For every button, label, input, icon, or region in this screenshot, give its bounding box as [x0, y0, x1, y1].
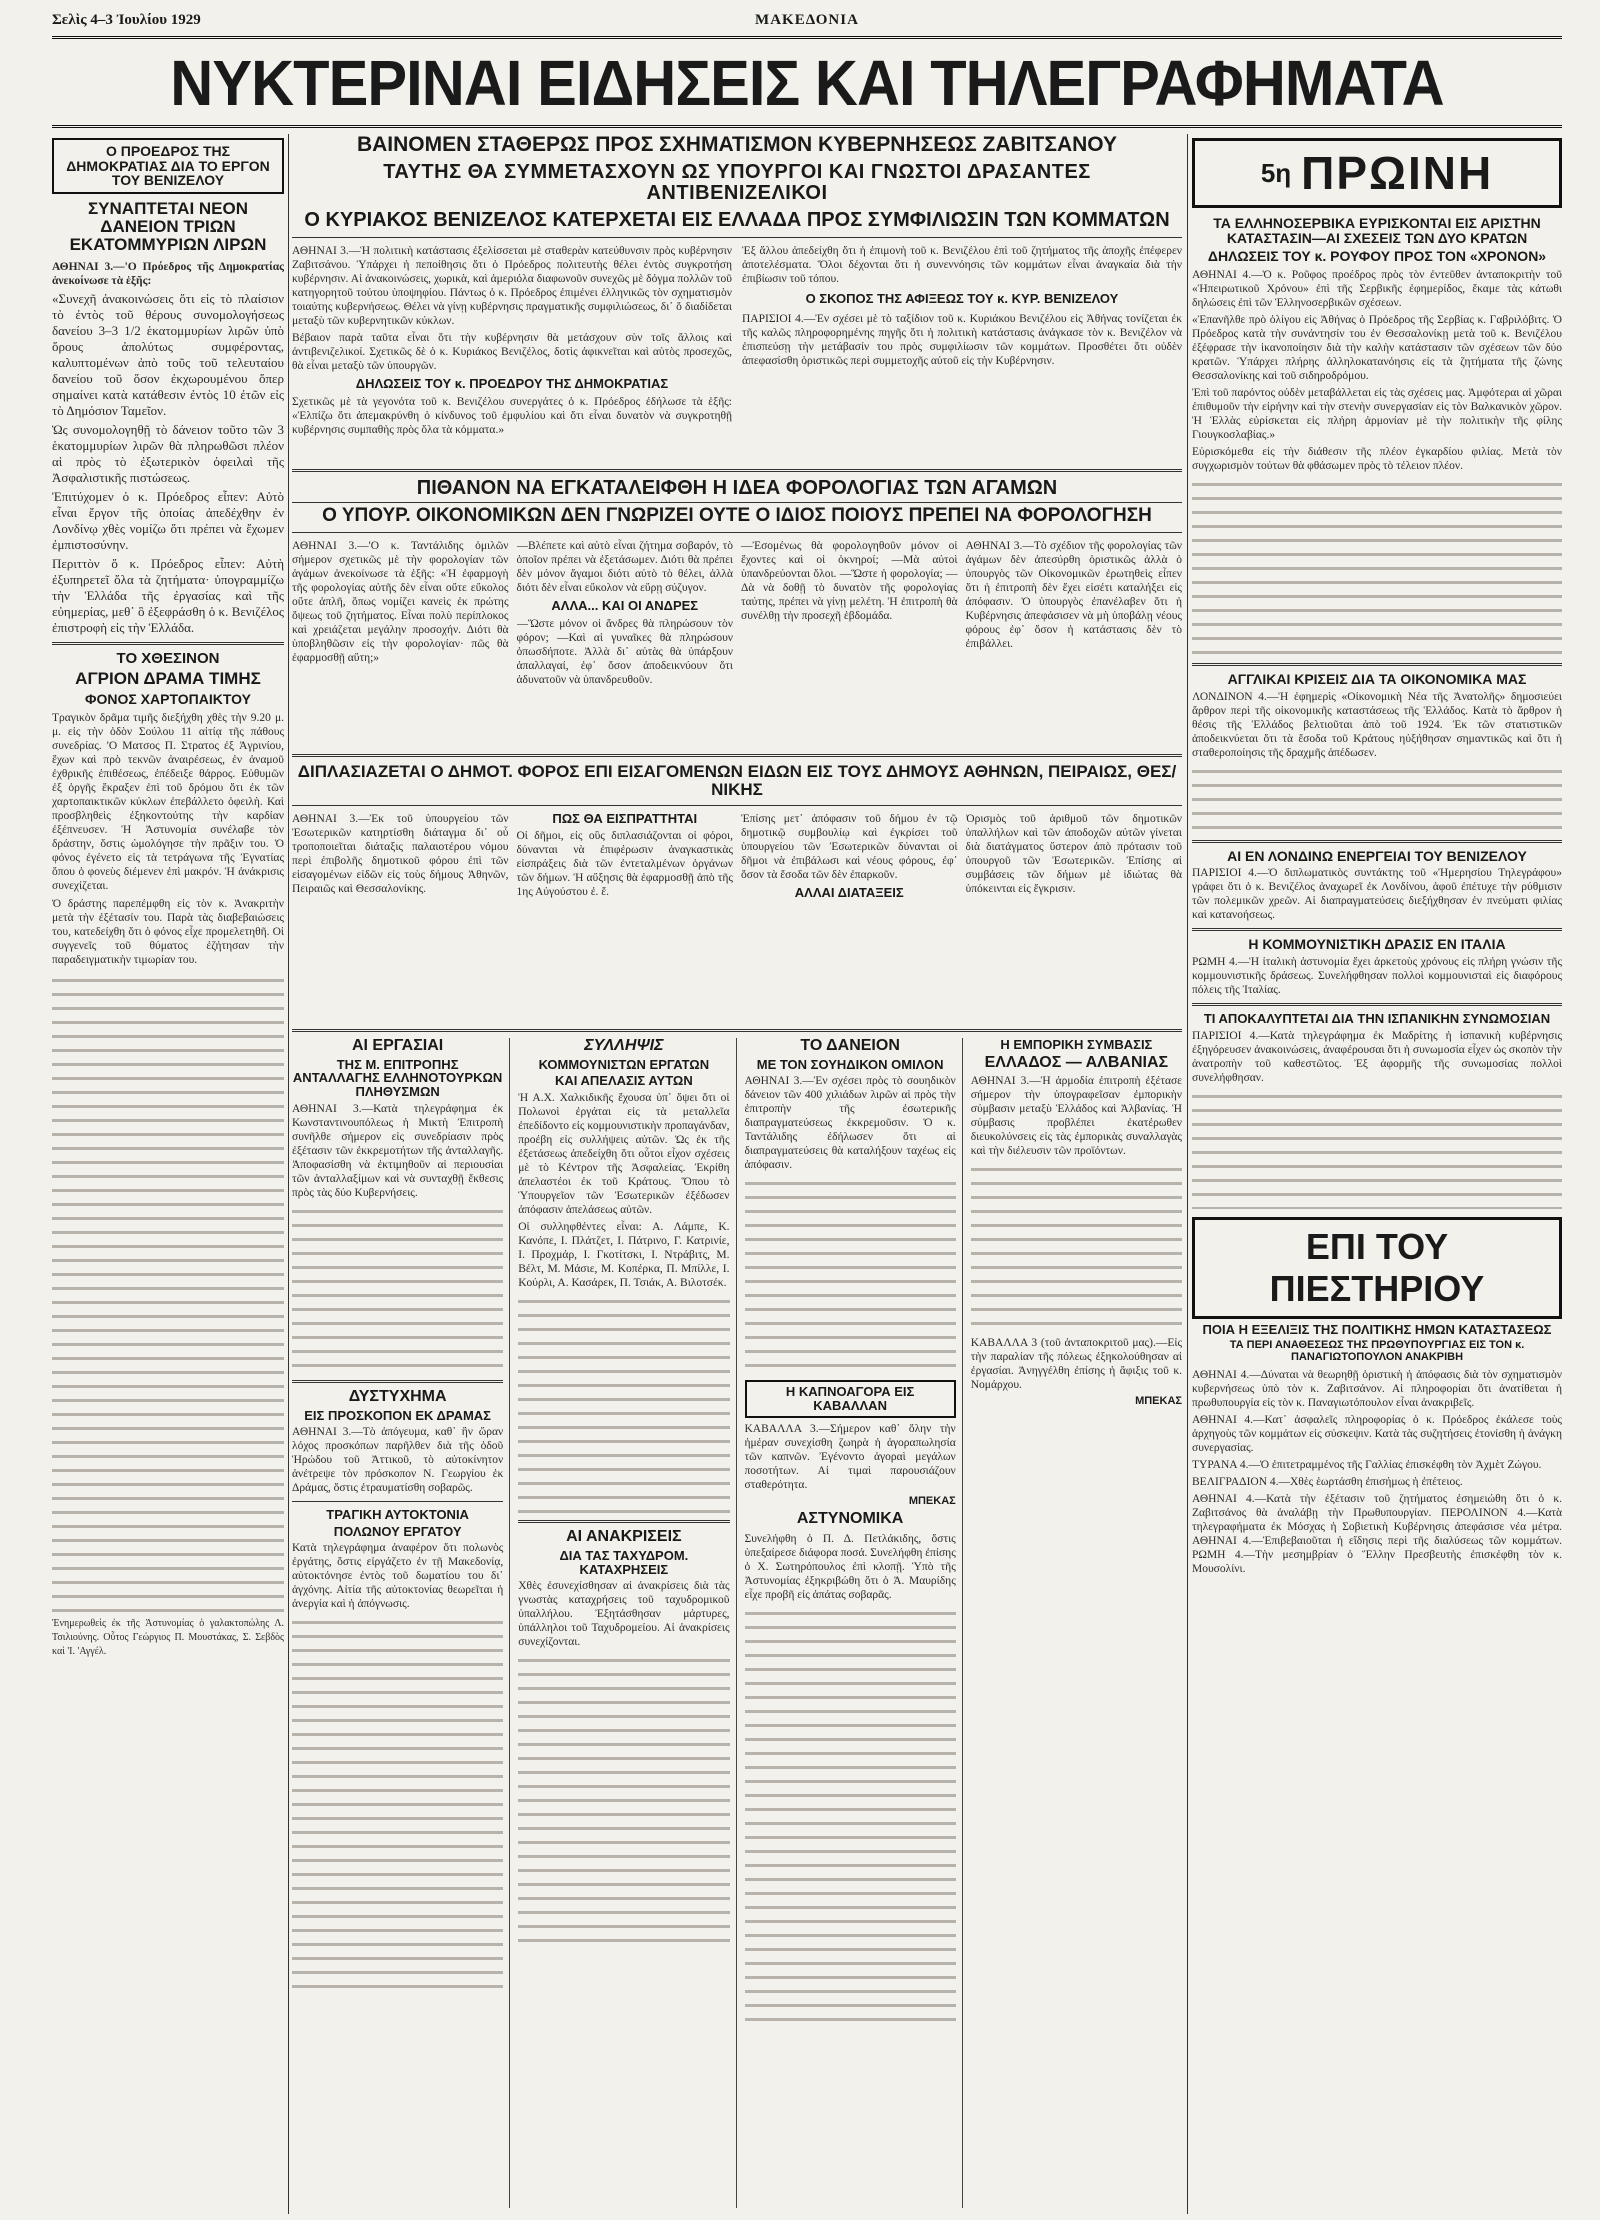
article-body: ΠΑΡΙΣΙΟΙ 4.—Κατὰ τηλεγράφημα ἐκ Μαδρίτης ἡ ἱσπανικὴ κυβέρνησις ἐξηγόρευσεν ἀνακοινώσεις, ἀναφέρουσαι ὅτι ἡ συνωμοσία εἶχεν ὡς σκοπὸν τὴν ἀνατροπὴν τοῦ καθεστῶτος. Ἐξ ἀφορμῆς τῆς συνωμοσίας πολλοὶ συνελήφθησαν.: [1192, 1029, 1562, 1084]
municipal-headline: ΔΙΠΛΑΣΙΑΖΕΤΑΙ Ο ΔΗΜΟΤ. ΦΟΡΟΣ ΕΠΙ ΕΙΣΑΓΟΜΕΝΩΝ ΕΙΔΩΝ ΕΙΣ ΤΟΥΣ ΔΗΜΟΥΣ ΑΘΗΝΩΝ, ΠΕΙΡΑΙΩΣ, ΘΕΣ/ΝΙΚΗΣ: [297, 762, 1177, 799]
text-column-filler: [518, 1294, 729, 1514]
edition-banner: [1192, 138, 1562, 208]
article-body: ΑΘΗΝΑΙ 4.—Δύναται νὰ θεωρηθῇ ὁριστικὴ ἡ ἀπόφασις διὰ τὸν σχηματισμὸν κυβερνήσεως ὑπὸ τὸν κ. Ζαβιτσάνον. Αἱ πληροφορίαι ὅτι ἀνατίθεται ἡ πρωθυπουργία εἰς τὸν κ. Παναγιωτόπουλον εἶναι ἀνακριβεῖς.: [1192, 1368, 1562, 1409]
article-body: Τραγικὸν δρᾶμα τιμῆς διεξήχθη χθὲς τὴν 9.20 μ. μ. εἰς τὴν ὁδὸν Σούλου 11 αἰτίᾳ τῆς πάθους συνεδρίας. 'Ο Ματσος Π. Στρατος ἐξ Ἀγρινίου, ἔχων καὶ πρὸ τεκνῶν ἀναιρέσεως, ἐν ἀναμοῦ ἐχθρικῆς ἐπιθέσεως, ἐπέδειξε θάρρος. Εὐθυμῶν ἐξ ὀργῆς ἔκραξεν ἐπὶ τοῦ δρόμου ὅτι ἐκ τῶν χαρτοπαικτικῶν κύκλων ἐπεβάλλετο ὀφειλὴ. Καὶ προσβληθεὶς ἐξηκοντούτης τὴν καρδίαν ἐξέπνευσεν. Ἡ Ἀστυνομία συνέλαβε τὸν δράστην, ὅστις ὡμολόγησε τὴν πρᾶξιν του. Ὁ φόνος ἐγένετο εἰς τὰ τετράγωνα τῆς Ἐγνατίας ὅπου ὁ φονεὺς διέμενεν ἐπὶ μακρόν. Ἡ ἀνάκρισις συνεχίζεται.: [52, 711, 284, 892]
article-body: Σχετικῶς μὲ τὰ γεγονότα τοῦ κ. Βενιζέλου συνεργάτες ὁ κ. Πρόεδρος ἐδήλωσε τὰ ἑξῆς: «Ἐλπίζω ὅτι ἀπεμακρύνθη ὁ κίνδυνος τοῦ ἐμφυλίου καὶ ὅτι εἶναι δυνατὸν νὰ συγκροτηθῇ κυβέρνησις συμπαθὴς πρὸς ὅλα τὰ κόμματα.»: [292, 395, 732, 436]
lead-story: [292, 134, 1182, 464]
article-body: Ἐπὶ τοῦ παρόντος οὐδὲν μεταβάλλεται εἰς τὰς σχέσεις μας. Ἀμφότεραι αἱ χῶραι ἐπιθυμοῦν τὴν εἰρήνην καὶ τὴν στενὴν συνεργασίαν εἰς τὸν Βαλκανικὸν χῶρον. Ἡ Ἑλλὰς εὐρίσκεται εἰς πλήρη ἀρμονίαν μὲ τὴν πολιτικὴν τῆς φίλης Γιουγκοσλαβίας.»: [1192, 387, 1562, 442]
rufos-headline: ΔΗΛΩΣΕΙΣ ΤΟΥ κ. ΡΟΥΦΟΥ ΠΡΟΣ ΤΟΝ «ΧΡΟΝΟΝ»: [1207, 248, 1547, 265]
headline-accident-sub: ΕΙΣ ΠΡΟΣΚΟΠΟΝ ΕΚ ΔΡΑΜΑΣ: [304, 1407, 491, 1423]
article-body: —Βλέπετε καὶ αὐτὸ εἶναι ζήτημα σοβαρόν, τὸ ὁποῖον πρέπει νὰ ἐξετάσωμεν. Διότι θὰ πρέπει δὲν μόνον ἄγαμοι διότι αὐτὸ τὸ θέλει, ἀλλὰ διότι δὲν εἶναι εὔκολον νὰ εὕρῃ σύζυγον.: [516, 539, 733, 594]
article-body: «Συνεχῆ ἀνακοινώσεις ὅτι εἰς τὸ πλαίσιον τὸ ἐντὸς τοῦ θέρους συνομολογήσεως δανείου 3–3 1/2 ἑκατομμυρίων λιρῶν ὑπὸ ὅρους ἀπολύτως συμφέροντας, καλυπτομένων ἀπὸ τοῦς τοῦ τελευταίου δανείου τοῦ ὅσον ἐκχωρουμένου ὅπερ σημαίνει κατὰ κατάθεσιν ἐντὸς 10 ἐτῶν εἰς τὸ Δημόσιον Ταμεῖον.: [52, 290, 284, 418]
article-body: «Ἐπανῆλθε πρὸ ὀλίγου εἰς Ἀθήνας ὁ Πρόεδρος τῆς Σερβίας κ. Γαβριλόβιτς. Ὁ Πρόεδρος κατὰ τὴν συνάντησίν του ἐν Θεσσαλονίκῃ μετὰ τοῦ κ. Βενιζέλου ἐξέφρασε τὴν ἱκανοποίησιν διὰ τὴν καλὴν κατάστασιν τῶν σχέσεων τῶν δύο κρατῶν. Ὑπάρχει πλήρης ἀλληλοκατανόησις εἰς τὰ ζητήματα τῆς ζώνης Θεσσαλονίκης καὶ τοῦ σιδηροδρόμου.: [1192, 314, 1562, 383]
press-banner: [1192, 1217, 1562, 1319]
headline-suicide: ΤΡΑΓΙΚΗ ΑΥΤΟΚΤΟΝΙΑ: [326, 1507, 469, 1523]
article-body: —Ἐσομένως θὰ φορολογηθοῦν μόνον οἱ ἔχοντες καὶ οἱ ὀκνηροί; —Μὰ αὐτοὶ ὑπανδρεύονται ὅλοι. —Ὥστε ἡ φορολογία; —Δὰ νὰ δοθῇ τὸ δυνατὸν τῆς φορολογίας ταύτης, πρέπει νὰ γίνῃ μελέτη. Ἡ ἐπιτροπὴ θὰ συνέλθῃ τὴν προσεχῆ ἑβδομάδα.: [741, 539, 958, 622]
text-column-filler: [1192, 764, 1562, 834]
headline-tobacco: Η ΚΑΠΝΟΑΓΟΡΑ ΕΙΣ ΚΑΒΑΛΛΑΝ: [785, 1384, 915, 1414]
column-divider: [288, 134, 289, 2214]
paper-name: ΜΑΚΕΔΟΝΙΑ: [755, 12, 859, 28]
article-body: Ἐξ ἄλλου ἀπεδείχθη ὅτι ἡ ἐπιμονὴ τοῦ κ. Βενιζέλου ἐπὶ τοῦ ζητήματος τῆς ἀποχῆς ἐπέφερεν ἀποτελέσματα. Ὅλοι δέχονται ὅτι ἡ συνεννόησις τῶν κομμάτων εἶναι ἀναγκαία διὰ τὴν ἐπιβίωσιν τοῦ τόπου.: [742, 245, 1182, 286]
headline-accident: ΔΥΣΤΥΧΗΜΑ: [348, 1387, 447, 1405]
headline-inquiries: ΑΙ ΑΝΑΚΡΙΣΕΙΣ: [566, 1528, 682, 1546]
article-body: Ὁ δράστης παρεπέμφθη εἰς τὸν κ. Ἀνακριτὴν μετὰ τὴν ἐξέτασίν του. Παρὰ τὰς διαβεβαιώσεις του, κατεδείχθη ὅτι ὁ φόνος εἶχε προμελετηθῆ. Οἱ συγγενεῖς τοῦ θύματος ἐζήτησαν τὴν παραδειγματικὴν τιμωρίαν του.: [52, 897, 284, 966]
text-column-filler: [971, 1162, 1182, 1332]
masthead-title: ΝΥΚΤΕΡΙΝΑΙ ΕΙΔΗΣΕΙΣ ΚΑΙ ΤΗΛΕΓΡΑΦΗΜΑΤΑ: [170, 47, 1444, 119]
text-column-filler: [745, 1176, 956, 1376]
article-body: ΑΘΗΝΑΙ 3.—Ἐν σχέσει πρὸς τὸ σουηδικὸν δάνειον τῶν 400 χιλιάδων λιρῶν αἱ πρὸς τὴν ἐπιτροπὴν τῆς ἐσωτερικῆς διαπραγματεύσεως ἐκκρεμοῦσιν. Ὁ κ. Ταντάλιδης ἐδήλωσεν ὅτι αἱ διαπραγματεύσεις θὰ καταλήξουν ταχέως εἰς ἀπόφασιν.: [744, 1075, 956, 1172]
article-body: Οἱ δῆμοι, εἰς οὓς διπλασιάζονται οἱ φόροι, δύνανται νὰ ἐπιφέρωσιν ἀναγκαστικὰς εἰσπράξεις διὰ τῶν ἐντεταλμένων ὀργάνων τῶν δήμων. Ἡ αὔξησις θὰ ἐφαρμοσθῇ ἀπὸ τῆς 1ης Αὐγούστου ἐ. ἔ.: [516, 830, 733, 899]
article-body: Εὐρισκόμεθα εἰς τὴν διάθεσιν τῆς πλέον ἐγκαρδίου φιλίας. Μετὰ τὸν συγχωρισμὸν τούτων θὰ φθάσωμεν πρὸς τὸ τέλειον πλέον.: [1192, 446, 1562, 473]
left-column: [52, 134, 284, 2214]
article-body: ΛΟΝΔΙΝΟΝ 4.—Ἡ ἐφημερὶς «Οἰκονομικὴ Νέα τῆς Ἀνατολῆς» δημοσιεύει ἄρθρον περὶ τῆς οἰκονομικῆς καταστάσεως τῆς Ἑλλάδος. Κατὰ τὸ ἄρθρον ἡ θέσις τῆς Ἑλλάδος βελτιοῦται ἀπὸ τοῦ 1924. Ἐκ τῶν στατιστικῶν ἀποδεικνύεται ὅτι τὰ ἔσοδα τοῦ Κράτους ηὐξήθησαν σημαντικῶς καὶ ὅτι ἡ σταθεροποίησις τῆς δραχμῆς ἀπέδωσεν.: [1192, 690, 1562, 759]
headline-president: Ο ΠΡΟΕΔΡΟΣ ΤΗΣ ΔΗΜΟΚΡΑΤΙΑΣ ΔΙΑ ΤΟ ΕΡΓΟΝ ΤΟΥ ΒΕΝΙΖΕΛΟΥ: [66, 143, 270, 189]
headline-albania: ΕΛΛΑΔΟΣ — ΑΛΒΑΝΙΑΣ: [984, 1053, 1169, 1071]
article-body: ΠΑΡΙΣΙΟΙ 4.—Ὁ διπλωματικὸς συντάκτης τοῦ «Ἡμερησίου Τηλεγράφου» γράφει ὅτι ὁ κ. Βενιζέλος ἀναχωρεῖ ἐκ Λονδίνου, ἀφοῦ ἐπέτυχε τὴν ρύθμισιν τῶν πολεμικῶν χρεῶν. Αἱ διαπραγματεύσεις διεξήχθησαν ἐν πνεύματι φιλίας καὶ κατανοήσεως.: [1192, 867, 1562, 922]
subheading: ΔΗΛΩΣΕΙΣ ΤΟΥ κ. ΠΡΟΕΔΡΟΥ ΤΗΣ ΔΗΜΟΚΡΑΤΙΑΣ: [355, 376, 669, 392]
italy-headline: Η ΚΟΜΜΟΥΝΙΣΤΙΚΗ ΔΡΑΣΙΣ ΕΝ ΙΤΑΛΙΑ: [1248, 936, 1506, 953]
spain-headline: ΤΙ ΑΠΟΚΑΛΥΠΤΕΤΑΙ ΔΙΑ ΤΗΝ ΙΣΠΑΝΙΚΗΝ ΣΥΝΩΜΟΣΙΑΝ: [1203, 1011, 1551, 1027]
edition-word: ΠΡΩΙΝΗ: [1301, 147, 1494, 199]
headline-communists: ΚΟΜΜΟΥΝΙΣΤΩΝ ΕΡΓΑΤΩΝ: [538, 1056, 710, 1072]
greek-serbian-headline: ΤΑ ΕΛΛΗΝΟΣΕΡΒΙΚΑ ΕΥΡΙΣΚΟΝΤΑΙ ΕΙΣ ΑΡΙΣΤΗΝ ΚΑΤΑΣΤΑΣΙΝ—ΑΙ ΣΧΕΣΕΙΣ ΤΩΝ ΔΥΟ ΚΡΑΤΩΝ: [1213, 215, 1541, 246]
lead-headline-1: ΒΑΙΝΟΜΕΝ ΣΤΑΘΕΡΩΣ ΠΡΟΣ ΣΧΗΜΑΤΙΣΜΟΝ ΚΥΒΕΡΝΗΣΕΩΣ ΖΑΒΙΤΣΑΝΟΥ: [356, 134, 1118, 156]
columns: [52, 134, 1562, 2214]
article-body: Χθὲς ἐσυνεχίσθησαν αἱ ἀνακρίσεις διὰ τὰς γνωστὰς καταχρήσεις τοῦ ταχυδρομικοῦ ὑπαλλήλου. Ἐξητάσθησαν μάρτυρες, ὑπάλληλοι τοῦ Ταχυδρομείου. Αἱ ἀνακρίσεις συνεχίζονται.: [518, 1580, 730, 1649]
article-body: ΑΘΗΝΑΙ 3.—Ἡ ἀρμοδία ἐπιτροπὴ ἐξέτασε σήμερον τὴν ὑπογραφεῖσαν ἐμπορικὴν σύμβασιν μεταξὺ Ἑλλάδος καὶ Ἀλβανίας. Ἡ σύμβασις προβλέπει ἐκατέρωθεν διευκολύνσεις εἰς τὰς ἐμπορικὰς συναλλαγὰς καὶ τὴν διέλευσιν τῶν προϊόντων.: [970, 1075, 1182, 1158]
article-body: Περιττὸν ὅ κ. Πρόεδρος εἶπεν: Αὐτὴ ἐξυπηρετεῖ ὅλα τὰ ζητήματα· ὑπογραμμίζω τὴν Ἑλλάδα τῆς ἐργασίας καὶ τῆς εὐημερίας, μεθ᾽ ὃ ἐξεφράσθη ὁ κ. Βενιζέλος ἐπιστροφὴ εἰς τὴν Ἑλλάδα.: [52, 555, 284, 635]
article-body: ΒΕΛΙΓΡΑΔΙΟΝ 4.—Χθὲς ἑωρτάσθη ἐπισήμως ἡ ἐπέτειος.: [1192, 1475, 1463, 1488]
article-body: Ἡ Α.Χ. Χαλκιδικῆς ἔχουσα ὑπ᾽ ὄψει ὅτι οἱ Πολωνοὶ ἐργάται εἰς τὰ μεταλλεῖα ἐπεδίδοντο εἰς κομμουνιστικὴν προπαγάνδαν, προέβη εἰς συλλήψεις αὐτῶν. Ὡς ἐκ τῆς ἐξετάσεως ἀπεδείχθη ὅτι οὗτοι εἶχον σχέσεις μὲ τὸ Κέντρον τῆς Ἀσφαλείας. Ἐκρίθη ἀπελαστέοι ἐκ τοῦ Κράτους. Ὅπου τὸ Ὑπουργεῖον τῶν Ἐσωτερικῶν ἐξέδωσεν ἀπόφασιν ἀπελάσεως αὐτῶν.: [518, 1092, 730, 1217]
article-body: Βέβαιον παρὰ ταῦτα εἶναι ὅτι τὴν κυβέρνησιν θὰ μετάσχουν σὺν τοῖς ἄλλοις καὶ ἀντιβενιζελικοί. Σχετικῶς δὲ ὁ κ. Κυριάκος Βενιζέλος, δοτὶς ἀφικνεῖται καὶ αὐτὸς προσεχῶς, θὰ εἶναι μεταξὺ τῶν ὑπουργῶν.: [292, 332, 732, 373]
text-column-filler: [292, 1615, 503, 1995]
right-column: [1192, 134, 1562, 2214]
article-body: ΑΘΗΝΑΙ 3.—Τὸ σχέδιον τῆς φορολογίας τῶν ἀγάμων δὲν ἀπεσύρθη ὁριστικῶς ἀλλὰ ὁ ὑπουργὸς τῶν Οἰκονομικῶν ἐρωτηθεὶς εἶπεν ὅτι ἡ ἐπιτροπὴ δὲν ἔχει εἰσέτι καταλήξει εἰς ἀπόφασιν. Ὁ ὑπουργὸς ἐπανέλαβεν ὅτι ἡ Κυβέρνησις ἀπεφάσισεν νὰ μὴ ὑποβάλῃ νέους φόρους ἐφ᾽ ὅσον ἡ κατάστασις δὲν τὸ ἐπιβάλλει.: [965, 539, 1182, 650]
article-body: Ἐπίσης μετ᾽ ἀπόφασιν τοῦ δήμου ἐν τῷ δημοτικῷ συμβουλίῳ καὶ ἐγκρίσει τοῦ ὑπουργείου τῶν Ἐσωτερικῶν δύνανται οἱ δῆμοι νὰ ἐπιβάλωσι καὶ νέους φόρους, ἐφ᾽ ὅσον τὰ ἔσοδα τῶν δὲν ἐπαρκοῦν.: [741, 812, 958, 881]
uk-headline: ΑΓΓΛΙΚΑΙ ΚΡΙΣΕΙΣ ΔΙΑ ΤΑ ΟΙΚΟΝΟΜΙΚΑ ΜΑΣ: [1227, 671, 1527, 688]
press-subheadline: ΠΟΙΑ Η ΕΞΕΛΙΞΙΣ ΤΗΣ ΠΟΛΙΤΙΚΗΣ ΗΜΩΝ ΚΑΤΑΣΤΑΣΕΩΣ: [1202, 1321, 1552, 1337]
article-body: ΑΘΗΝΑΙ 3.—Ἡ πολιτικὴ κατάστασις ἐξελίσσεται μὲ σταθερὰν κατεύθυνσιν πρὸς κυβέρνησιν Ζαβιτσάνου. Ὑπάρχει ἡ πεποίθησις ὅτι ὁ Πρόεδρος πολιτευτὴς θέλει ἐντὸς συγκροτήση κυβέρνησιν. Αἱ ἀνακοινώσεις, χωρικὰ, καὶ ἀμεριόλα διαφωνοῦν συνεχῶς μὲ δόγμα πολλῶν τοῦ κατηγορητοῦ τούτου ὑποψηφίου. Πάντως ὁ κ. Πρόεδρος ἐπιμένει ἐλληνικῶς τὸν σχηματισμὸν τοιαύτης κυβερνήσεως. Θέλει νὰ γίνῃ κυβέρνησις πραγματικῆς συμφιλιώσεως, δι᾽ ὅ διαδίδεται μεταξὺ τῶν κυβερνητικῶν κύκλων.: [292, 245, 732, 328]
tax-headline-1: ΠΙΘΑΝΟΝ ΝΑ ΕΓΚΑΤΑΛΕΙΦΘΗ Η ΙΔΕΑ ΦΟΡΟΛΟΓΙΑΣ ΤΩΝ ΑΓΑΜΩΝ: [416, 477, 1058, 499]
article-body: ΠΑΡΙΣΙΟΙ 4.—Ἐν σχέσει μὲ τὸ ταξίδιον τοῦ κ. Κυριάκου Βενιζέλου εἰς Ἀθήνας τονίζεται ἐκ τῆς καλῶς πληροφορημένης πηγῆς ὅτι ἡ πολιτικὴ κατάστασις ἀνάγκασε τὸν κ. Βενιζέλον νὰ ἐπισπεύσῃ τὴν μετάβασίν του πρὸς συμφιλίωσιν τῶν κομμάτων. Προσθέτει ὅτι οὐδὲν ἀπεφασίσθη ὁριστικῶς περὶ συμμετοχῆς αὐτοῦ εἰς τὴν Κυβέρνησιν.: [742, 312, 1182, 367]
headline-expulsion: ΚΑΙ ΑΠΕΛΑΣΙΣ ΑΥΤΩΝ: [554, 1073, 693, 1089]
article-body: Ἐπιτύχομεν ὁ κ. Πρόεδρος εἶπεν: Αὐτὸ εἶναι ἔργον τῆς ὁποίας ἀπεδέχθην ἐν Λονδίνῳ χθὲς νομίζω ὅτι πρέπει νὰ ἔχωμεν ἐμπιστοσύνην.: [52, 488, 284, 552]
text-column-filler: [518, 1653, 729, 1953]
article-body: —Ὥστε μόνον οἱ ἄνδρες θὰ πληρώσουν τὸν φόρον; —Καὶ αἱ γυναῖκες θὰ πληρώσουν ὁπωσδήποτε. Ἀλλὰ δι᾽ αὐτὰς θὰ ὑπάρξουν ἀπαλλαγαί, ἐφ᾽ ὅσον ἀποδεικνύουν ὅτι ἀδυνατοῦν νὰ ὑπανδρευθοῦν.: [516, 617, 733, 686]
headline-police: ΑΣΤΥΝΟΜΙΚΑ: [796, 1509, 904, 1527]
venizelos-london-headline: ΑΙ ΕΝ ΛΟΝΔΙΝΩ ΕΝΕΡΓΕΙΑΙ ΤΟΥ ΒΕΝΙΖΕΛΟΥ: [1227, 847, 1527, 864]
article-body: Ὡς συνομολογηθῇ τὸ δάνειον τοῦτο τῶν 3 ἑκατομμυρίων λιρῶν θὰ πληρωθῶσι πλέον αἱ πρὸς τὸ ἐξωτερικὸν ὀφειλαὶ τῆς Ἀσφαλιστικῆς πιστώσεως.: [52, 421, 284, 485]
text-column-filler: [1192, 1089, 1562, 1209]
text-column-filler: [52, 973, 284, 1613]
middle-column: [292, 134, 1182, 2214]
article-body: ΑΘΗΝΑΙ 4.—Ὁ κ. Ροῦφος προέδρος πρὸς τὸν ἐντεῦθεν ἀνταποκριτὴν τοῦ «Ἡπειρωτικοῦ Χρόνου» ἐπὶ τῆς Σερβικῆς ἐφημερίδος, ἔκαμε τὰς κάτωθι δηλώσεις ἐπὶ τῶν Ἑλληνοσερβικῶν σχέσεων.: [1192, 269, 1562, 310]
headline-swedish: ΜΕ ΤΟΝ ΣΟΥΗΔΙΚΟΝ ΟΜΙΛΟΝ: [756, 1056, 944, 1072]
masthead: [52, 36, 1562, 128]
article-body: Συνελήφθη ὁ Π. Δ. Πετλάκιδης, ὅστις ὑπεξαίρεσε διάφορα ποσά. Συνελήφθη ἐπίσης ὁ Χ. Σωτηρόπουλος ἐπὶ κλοπῇ. Ὑπὸ τῆς Ἀστυνομίας ἐξηκριβώθη ὅτι ὁ Ἀ. Μαυρίδης εἶχε προβῆ εἰς ἀπάτας σοβαρᾶς.: [744, 1532, 956, 1601]
subheading: ΑΛΛΑ... ΚΑΙ ΟΙ ΑΝΔΡΕΣ: [551, 597, 699, 613]
article-body: ΑΘΗΝΑΙ 3.—Τὸ ἀπόγευμα, καθ᾽ ἣν ὥραν λόχος προσκόπων παρῆλθεν διὰ τῆς ὁδοῦ Ἡρώδου τοῦ Ἀττικοῦ, τὸ αὐτοκίνητον ἀνέτρεψε τὸν πρόσκοπον Ν. Γεωργίου ἐκ Δράμας, ὅστις ἐτραυματίσθη σοβαρῶς.: [292, 1426, 504, 1495]
headline-yesterday: ΤΟ ΧΘΕΣΙΝΟΝ: [116, 649, 220, 667]
signature: ΜΠΕΚΑΣ: [908, 1494, 956, 1507]
article-body: ΑΘΗΝΑΙ 4.—Κατ᾽ ἀσφαλεῖς πληροφορίας ὁ κ. Πρόεδρος ἐκάλεσε τοὺς ἀρχηγοὺς τῶν κομμάτων εἰς σύσκεψιν. Κατὰ τὰς συζητήσεις ἐτονίσθη ἡ ἀνάγκη συνεργασίας.: [1192, 1413, 1562, 1454]
headline-labor: ΑΙ ΕΡΓΑΣΙΑΙ: [351, 1038, 444, 1054]
subheading: ΠΩΣ ΘΑ ΕΙΣΠΡΑΤΤΗΤΑΙ: [552, 811, 698, 826]
headline-arrest: ΣΥΛΛΗΨΙΣ: [584, 1038, 664, 1054]
article-body: Ὁρισμὸς τοῦ ἀριθμοῦ τῶν δημοτικῶν ὑπαλλήλων καὶ τῶν ἀποδοχῶν αὐτῶν γίνεται διὰ διατάγματος ὕστερον ἀπὸ πρότασιν τοῦ ὑπουργοῦ τῶν Ἐσωτερικῶν. Ἐπίσης αἱ συμβάσεις τῶν δήμων μὲ ἰδιώτας θὰ ὑπόκεινται εἰς ἔγκρισιν.: [965, 812, 1182, 895]
dateline: ΑΘΗΝΑΙ 3.—'Ο Πρόεδρος τῆς Δημοκρατίας ἀνεκοίνωσε τὰ ἑξῆς:: [52, 260, 284, 287]
article-body: ΑΘΗΝΑΙ 3.—'Ο κ. Ταντάλιδης ὁμιλῶν σήμερον σχετικῶς μὲ τὴν φορολογίαν τῶν ἀγάμων ἀνεκοίνωσε τὰ ἑξῆς: «Ἡ ἐφαρμογὴ τῆς φορολογίας αὐτῆς δὲν εἶναι οὔτε εὔκολος οὔτε ἁπλῆ, ὅπως νομίζει κανεὶς ἐκ πρώτης ὄψεως τοῦ ζητήματος. Εἶναι πολὺ περίπλοκος καὶ χρειάζεται μεγάλην προσοχήν. Διότι θὰ ὑποβληθῶσιν εἰς τὴν φορολογίαν· πῶς θὰ ἐφαρμοσθῇ αὕτη;»: [292, 539, 509, 664]
lead-headline-2: ΤΑΥΤΗΣ ΘΑ ΣΥΜΜΕΤΑΣΧΟΥΝ ΩΣ ΥΠΟΥΡΓΟΙ ΚΑΙ ΓΝΩΣΤΟΙ ΔΡΑΣΑΝΤΕΣ ΑΝΤΙΒΕΝΙΖΕΛΙΚΟΙ: [383, 161, 1091, 205]
headline-loan-story: ΤΟ ΔΑΝΕΙΟΝ: [800, 1038, 900, 1054]
headline-labor-sub: ΤΗΣ Μ. ΕΠΙΤΡΟΠΗΣ ΑΝΤΑΛΛΑΓΗΣ ΕΛΛΗΝΟΤΟΥΡΚΩΝ ΠΛΗΘΥΣΜΩΝ: [292, 1056, 503, 1100]
article-body: ΑΘΗΝΑΙ 4.—Κατὰ τὴν ἐξέτασιν τοῦ ζητήματος ἐσημειώθη ὅτι ὁ κ. Ζαβιτσάνος θὰ ἀναλάβῃ τὴν Πρωθυπουργίαν. ΠΕΡΟΛΙΝΟΝ 4.—Κατὰ τηλεγραφήματα ἐκ Μόσχας ἡ Σοβιετικὴ Κυβέρνησις ἀπεφάσισε νέα μέτρα. ΑΘΗΝΑΙ 4.—Ἐπιβεβαιοῦται ἡ εἴδησις περὶ τῆς διαλύσεως τῶν κομμάτων. ΡΩΜΗ 4.—Τὴν μεσημβρίαν ὁ Ἕλλην Πρεσβευτὴς ἐπισκέφθη τὸν κ. Μουσολίνι.: [1192, 1492, 1562, 1575]
text-column-filler: [745, 1606, 956, 2026]
headline-suicide-sub: ΠΟΛΩΝΟΥ ΕΡΓΑΤΟΥ: [333, 1523, 462, 1539]
press-subheadline-2: ΤΑ ΠΕΡΙ ΑΝΑΘΕΣΕΩΣ ΤΗΣ ΠΡΩΘΥΠΟΥΡΓΙΑΣ ΕΙΣ ΤΟΝ κ. ΠΑΝΑΓΙΩΤΟΠΟΥΛΟΝ ΑΝΑΚΡΙΒΗ: [1229, 1339, 1525, 1363]
article-body: ΚΑΒΑΛΛΑ 3.—Σήμερον καθ᾽ ὅλην τὴν ἡμέραν συνεχίσθη ζωηρὰ ἡ ἀγοραπωλησία τῶν καπνῶν. Ἐγένοντο ἀγοραὶ μεγάλων ποσοτήτων. Αἱ τιμαὶ παρουσιάζουν σταθερότητα.: [744, 1422, 956, 1491]
headline-drama: ΑΓΡΙΟΝ ΔΡΑΜΑ ΤΙΜΗΣ: [75, 669, 261, 689]
lead-headline-3: Ο ΚΥΡΙΑΚΟΣ ΒΕΝΙΖΕΛΟΣ ΚΑΤΕΡΧΕΤΑΙ ΕΙΣ ΕΛΛΑΔΑ ΠΡΟΣ ΣΥΜΦΙΛΙΩΣΙΝ ΤΩΝ ΚΟΜΜΑΤΩΝ: [304, 209, 1170, 232]
article-body: ΤΥΡΑΝΑ 4.—Ὁ ἐπιτετραμμένος τῆς Γαλλίας ἐπισκέφθη τὸν Ἀχμὲτ Ζώγου.: [1192, 1458, 1542, 1471]
text-column-filler: [1192, 477, 1562, 657]
article-body: ΡΩΜΗ 4.—Ἡ ἰταλικὴ ἀστυνομία ἔχει ἀρκετοὺς χρόνους εἰς πλήρη γνώσιν τῆς κομμουνιστικῆς δράσεως. Συνελήφθησαν πολλοὶ κομμουνισταὶ εἰς διαφόρους πόλεις τῆς Ἰταλίας.: [1192, 956, 1562, 997]
lower-stories: [292, 1029, 1182, 2214]
text-column-filler: [292, 1204, 503, 1374]
subheading: ΑΛΛΑΙ ΔΙΑΤΑΞΕΙΣ: [794, 884, 904, 900]
column-divider: [1187, 134, 1188, 2214]
edition-number: 5η: [1260, 157, 1292, 188]
article-body: ΑΘΗΝΑΙ 3.—Ἐκ τοῦ ὑπουργείου τῶν Ἐσωτερικῶν κατηρτίσθη διάταγμα δι᾽ οὗ τροποποιεῖται διάταξις παλαιοτέρου νόμου περὶ ἐπιβολῆς δημοτικοῦ φόρου ἐπὶ τῶν εἰσαγομένων εἰδῶν εἰς τοὺς δήμους Ἀθηνῶν, Πειραιῶς καὶ Θεσσαλονίκης.: [292, 812, 509, 895]
article-footer: Ἐνημερωθεὶς ἐκ τῆς Ἀστυνομίας ὁ γαλακτοπώλης Λ. Τσιλιούνης. Οὗτος Γεώργιος Π. Μουστάκας, Σ. Σεβδὸς καὶ 'Ι. 'Αγγέλ.: [52, 1617, 284, 1657]
article-body: ΑΘΗΝΑΙ 3.—Κατὰ τηλεγράφημα ἐκ Κωνσταντινουπόλεως ἡ Μικτὴ Ἐπιτροπὴ συνῆλθε σήμερον εἰς συνεδρίασιν πρὸς ἐξέτασιν τῶν ἐκκρεμοτήτων τῆς ἀνταλλαγῆς. Ἀποφασίσθη νὰ ἐκτιμηθοῦν αἱ περιουσίαι τῶν ἀνταλλαξίμων καὶ νὰ συνταχθῇ ἔκθεσις πρὸς τὰς δύο Κυβερνήσεις.: [292, 1102, 504, 1199]
tax-headline-2: Ο ΥΠΟΥΡ. ΟΙΚΟΝΟΜΙΚΩΝ ΔΕΝ ΓΝΩΡΙΖΕΙ ΟΥΤΕ Ο ΙΔΙΟΣ ΠΟΙΟΥΣ ΠΡΕΠΕΙ ΝΑ ΦΟΡΟΛΟΓΗΣΗ: [322, 505, 1152, 526]
tax-story: [292, 469, 1182, 749]
headline-loan: ΣΥΝΑΠΤΕΤΑΙ ΝΕΟΝ ΔΑΝΕΙΟΝ ΤΡΙΩΝ ΕΚΑΤΟΜΜΥΡΙΩΝ ΛΙΡΩΝ: [69, 199, 267, 254]
signature: ΜΠΕΚΑΣ: [1135, 1395, 1182, 1408]
page-meta: [52, 12, 1562, 32]
subheading: Ο ΣΚΟΠΟΣ ΤΗΣ ΑΦΙΞΕΩΣ ΤΟΥ κ. ΚΥΡ. ΒΕΝΙΖΕΛΟΥ: [805, 291, 1119, 307]
municipal-tax-story: [292, 754, 1182, 1024]
headline-murder: ΦΟΝΟΣ ΧΑΡΤΟΠΑΙΚΤΟΥ: [84, 691, 251, 708]
article-body: ΚΑΒΑΛΛΑ 3 (τοῦ ἀνταποκριτοῦ μας).—Εἰς τὴν παραλίαν τῆς πόλεως ἐξηκολούθησαν αἱ ἐργασίαι. Ἀνηγγέλθη ἐπίσης ἡ ἄφιξις τοῦ κ. Νομάρχου.: [970, 1337, 1182, 1392]
headline-trade: Η ΕΜΠΟΡΙΚΗ ΣΥΜΒΑΣΙΣ: [1000, 1038, 1153, 1052]
article-body: Οἱ συλληφθέντες εἶναι: Α. Λάμπε, Κ. Κανόπε, Ι. Πλάτζετ, Ι. Πάτρινο, Γ. Κατρινίε, Ι. Προχμάρ, Ι. Γκοτίτσκι, Ι. Ντράβιτς, Μ. Βέλτ, Μ. Μάσιε, Μ. Κοπέρκα, Π. Μπίλλε, Ι. Κούρλι, Α. Κασάρεκ, Π. Τσιάκ, Α. Βιλοτσέκ.: [518, 1221, 730, 1290]
page-date: Σελὶς 4–3 Ἰουλίου 1929: [52, 12, 201, 28]
article-body: Κατὰ τηλεγράφημα ἀναφέρον ὅτι πολωνὸς ἐργάτης, ὅστις εἰργάζετο ἐν τῇ Μακεδονίᾳ, αὐτοκτόνησε ἐντὸς τοῦ δωματίου του δι᾽ ἀγχόνης. Αἰτία τῆς αὐτοκτονίας θεωρεῖται ἡ ἀνεργία καὶ ἡ ἀπόγνωσις.: [292, 1542, 504, 1611]
headline-inquiries-sub: ΔΙΑ ΤΑΣ ΤΑΧΥΔΡΟΜ. ΚΑΤΑΧΡΗΣΕΙΣ: [559, 1547, 689, 1577]
press-headline: ΕΠΙ ΤΟΥ ΠΙΕΣΤΗΡΙΟΥ: [1269, 1225, 1485, 1309]
